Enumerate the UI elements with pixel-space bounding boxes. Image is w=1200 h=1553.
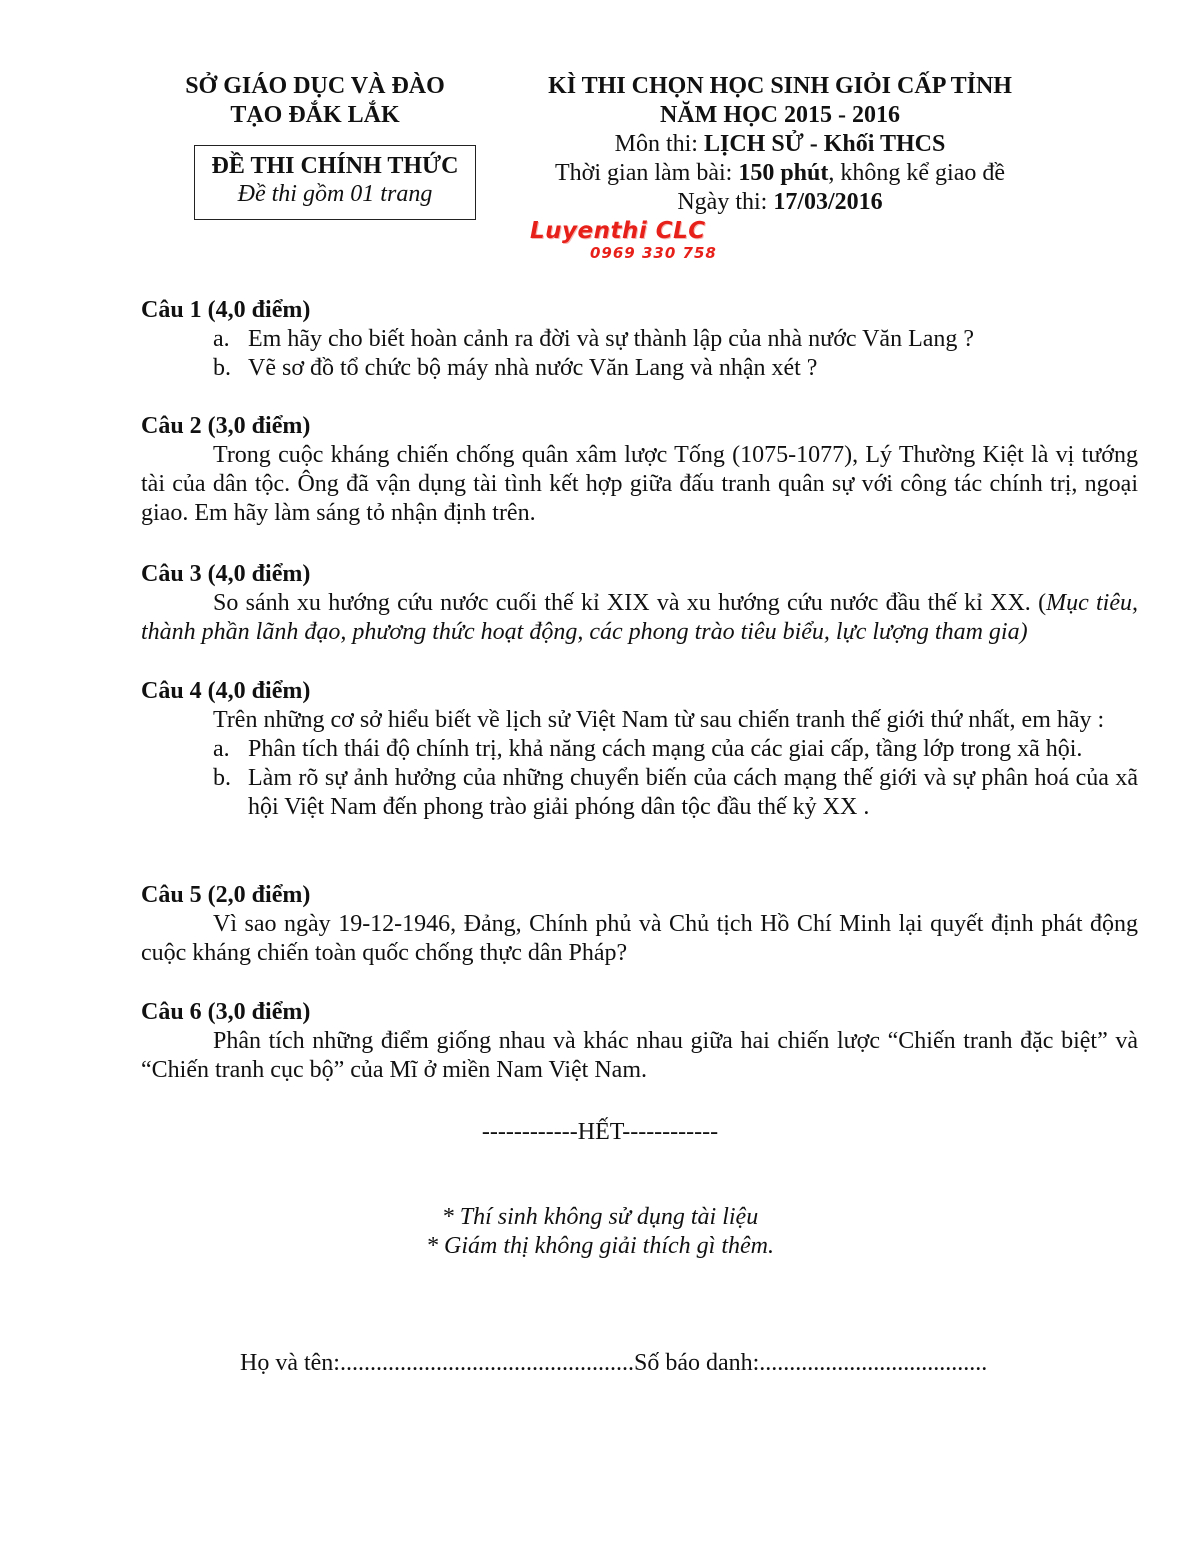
question-body-text: So sánh xu hướng cứu nước cuối thế kỉ XIX và xu hướng cứu nước đầu thế kỉ XX. ( [213, 590, 1047, 616]
time-label: Thời gian làm bài: [555, 160, 739, 186]
question-title: Câu 6 (3,0 điểm) [141, 999, 311, 1025]
date-line [500, 188, 1060, 217]
end-marker: ------------HẾT------------ [481, 1119, 719, 1145]
footer-notes [0, 1203, 1200, 1261]
question-body: Vì sao ngày 19-12-1946, Đảng, Chính phủ và Chủ tịch Hồ Chí Minh lại quyết định phát động cuộc kháng chiến toàn quốc chống thực dân Pháp? [141, 911, 1138, 966]
organization-header [160, 72, 470, 130]
question-item-a [141, 325, 1138, 354]
item-text: Làm rõ sự ảnh hưởng của những chuyển biến của cách mạng thế giới và sự phân hoá của xã hội Việt Nam đến phong trào giải phóng dân tộc đầu thế kỷ XX . [248, 765, 1138, 820]
name-field: Họ và tên:................................................. [240, 1350, 634, 1376]
official-title: ĐỀ THI CHÍNH THỨC [211, 153, 459, 179]
question-2 [141, 412, 1138, 528]
item-label: a. [213, 736, 230, 762]
note-no-materials: * Thí sinh không sử dụng tài liệu [441, 1204, 759, 1230]
question-1 [141, 296, 1138, 383]
time-suffix: , không kể giao đề [828, 160, 1005, 186]
watermark-logo [530, 217, 760, 261]
question-4 [141, 677, 1138, 822]
question-body-italic: Mục tiêu, thành phần lãnh đạo, phương thức hoạt động, các phong trào tiêu biểu, lực lượng tham gia) [141, 590, 1138, 645]
official-exam-box [194, 145, 476, 220]
candidate-info-line [240, 1350, 987, 1377]
question-5 [141, 881, 1138, 968]
subject-value: LỊCH SỬ - Khối THCS [703, 131, 946, 157]
time-value: 150 phút [738, 160, 829, 186]
item-text: Em hãy cho biết hoàn cảnh ra đời và sự thành lập của nhà nước Văn Lang ? [248, 326, 975, 352]
question-item-b [141, 354, 1138, 383]
question-body: Phân tích những điểm giống nhau và khác nhau giữa hai chiến lược “Chiến tranh đặc biệt” và “Chiến tranh cục bộ” của Mĩ ở miền Nam Việt Nam. [141, 1028, 1138, 1083]
date-label: Ngày thi: [677, 189, 774, 215]
exam-header [500, 72, 1060, 217]
school-year: NĂM HỌC 2015 - 2016 [660, 102, 900, 128]
org-line-1: SỞ GIÁO DỤC VÀ ĐÀO [185, 73, 445, 99]
question-item-b [141, 764, 1138, 822]
item-label: b. [213, 765, 231, 791]
question-title: Câu 3 (4,0 điểm) [141, 561, 311, 587]
exam-name: KÌ THI CHỌN HỌC SINH GIỎI CẤP TỈNH [548, 73, 1012, 99]
question-item-a [141, 735, 1138, 764]
watermark-brand: Luyenthi CLC [530, 218, 706, 244]
pages-note: Đề thi gồm 01 trang [237, 181, 433, 207]
org-line-2: TẠO ĐẮK LẮK [230, 102, 400, 128]
question-6 [141, 998, 1138, 1085]
item-text: Phân tích thái độ chính trị, khả năng cách mạng của các giai cấp, tầng lớp trong xã hội. [248, 736, 1083, 762]
time-line [500, 159, 1060, 188]
question-title: Câu 2 (3,0 điểm) [141, 413, 311, 439]
candidate-id-field: Số báo danh:...................................... [633, 1350, 988, 1376]
subject-line [500, 130, 1060, 159]
question-3 [141, 560, 1138, 647]
item-label: b. [213, 355, 231, 381]
question-body: Trên những cơ sở hiểu biết về lịch sử Việt Nam từ sau chiến tranh thế giới thứ nhất, em hãy : [213, 707, 1105, 733]
question-title: Câu 5 (2,0 điểm) [141, 882, 311, 908]
question-title: Câu 1 (4,0 điểm) [141, 297, 311, 323]
note-no-explanation: * Giám thị không giải thích gì thêm. [426, 1233, 774, 1259]
watermark-phone: 0969 330 758 [590, 244, 717, 262]
question-title: Câu 4 (4,0 điểm) [141, 678, 311, 704]
item-text: Vẽ sơ đồ tổ chức bộ máy nhà nước Văn Lang và nhận xét ? [248, 355, 818, 381]
question-body [141, 589, 1138, 647]
subject-label: Môn thi: [614, 131, 704, 157]
question-body: Trong cuộc kháng chiến chống quân xâm lược Tống (1075-1077), Lý Thường Kiệt là vị tướng tài của dân tộc. Ông đã vận dụng tài tình kết hợp giữa đấu tranh quân sự với công tác chính trị, ngoại giao. Em hãy làm sáng tỏ nhận định trên. [141, 442, 1138, 526]
date-value: 17/03/2016 [773, 189, 883, 215]
item-label: a. [213, 326, 230, 352]
